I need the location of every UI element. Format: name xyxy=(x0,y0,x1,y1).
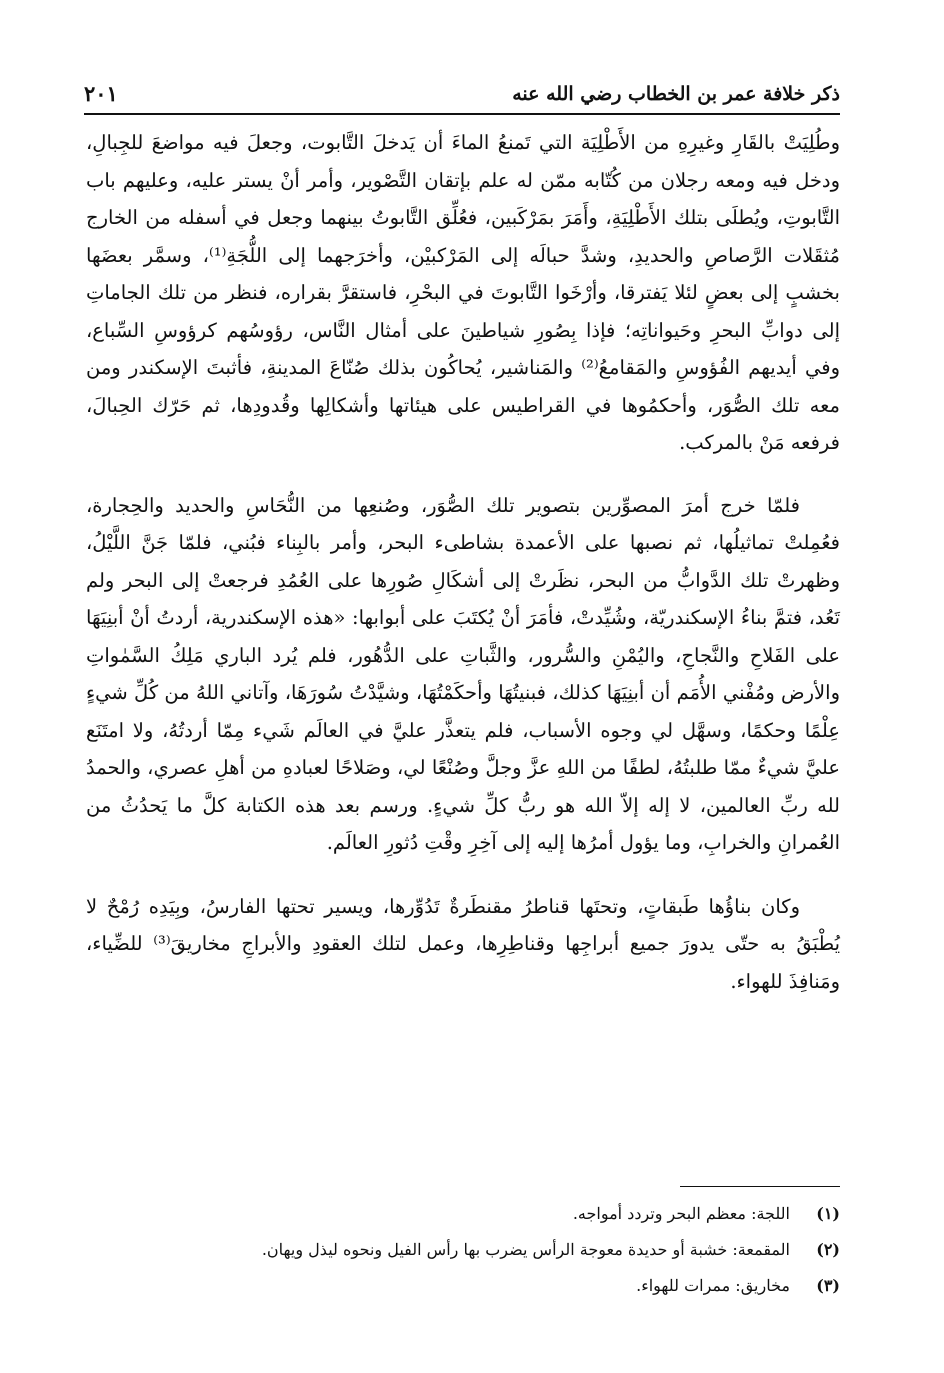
footnote-text: المقمعة: خشبة أو حديدة معوجة الرأس يضرب بها رأس الفيل ونحوه ليذل ويهان. xyxy=(261,1240,790,1259)
header-rule xyxy=(84,113,840,115)
footnote xyxy=(86,1268,840,1304)
footnote-number: (١) xyxy=(816,1204,840,1223)
footnote xyxy=(86,1232,840,1268)
paragraph-text: وطُلِيَتْ بالقَارِ وغيرِهِ من الأَطْلِيَة التي تَمنعُ الماءَ أن يَدخلَ التَّابوت، وجعلَ فيه مواضعَ للجِبالِ، ودخل فيه ومعه رجلان من كُتّابه ممّن له علم بإتقان التَّصْوير، وأمر أنْ يستر عليه، وعليهم باب التَّابوتِ، ويُطلَى بتلك الأَطْلِيَةِ، وأَمَرَ بمَرْكَبين، فعُلِّق التَّابوتُ بينهما وجعل في أسفله من الخارج مُثقَلات الرَّصاصِ والحديدِ، وشدَّ حبالَه إلى المَرْكبيْن، وأخرَجهما إلى اللُّجَةِ⁽¹⁾، وسمَّر بعضَها بخشبٍ إلى بعضٍ لئلا يَفترقا، وأرْخَوا التَّابوتَ في البحْرِ، فاستقرَّ بقراره، فنظر من تلك الجاماتِ إلى دوابِّ البحرِ وحَيواناتِه؛ فإذا بِصُورِ شياطينَ على أمثال النَّاس، رؤوسُهم كرؤوسِ السِّباع، وفي أيديهم الفُؤوسِ والمَقامعُ⁽²⁾ والمَناشير، يُحاكُون بذلك صُنّاعَ المدينةِ، فأثبتَ الإسكندر ومن معه تلك الصُّوَر، وأحكمُوها في القراطيس على هيئاتها وأشكالِها وقُدودِها، ثم حَرّك الحِبالَ، فرفعه مَنْ بالمركب. xyxy=(86,131,841,454)
body-text xyxy=(86,124,840,1000)
running-header xyxy=(84,70,840,114)
paragraph xyxy=(86,124,840,462)
running-title: ذكر خلافة عمر بن الخطاب رضي الله عنه xyxy=(512,83,840,105)
footnote-text: مخاريق: ممرات للهواء. xyxy=(636,1276,790,1295)
page-number: ٢٠١ xyxy=(84,81,118,106)
paragraph xyxy=(86,888,840,1001)
footnote xyxy=(86,1196,840,1232)
paragraph-text: فلمّا خرج أمرَ المصوِّرين بتصوير تلك الصُّوَر، وصُنعِها من النُّحَاسِ والحديد والحِجارة، فعُمِلتْ تماثيلُها، ثم نصبها على الأعمدة بشاطىء البحر، وأمر بالبِناء فبُني، فلمّا جَنَّ اللَّيْلُ، وظهرتْ تلك الدَّوابُّ من البحر، نظَرتْ إلى أشكَالِ صُورِها على العُمُدِ فرجعتْ إلى البحر ولم تَعُد، فتمَّ بناءُ الإسكندريّة، وشُيِّدتْ، فأمَرَ أنْ يُكتَبَ على أبوابها: «هذه الإسكندرية، أردتُ أنْ أبنِيَهَا على الفَلاحِ والنَّجاحِ، واليُمْنِ والسُّرور، والثَّباتِ على الدُّهُور، فلم يُرد الباري مَلِكُ السَّمٰواتِ والأرض ومُفْني الأُمَم أن أبنِيَهَا كذلك، فبنيتُهَا وأحكَمْتُهَا، وشيَّدْتُ سُورَهَا، وآتاني اللهُ من كُلِّ شيءٍ عِلْمًا وحكمًا، وسهَّل لي وجوه الأسباب، فلم يتعذَّر عليَّ في العالَم شَيء مِمّا أردتُهُ، ولا امتَنَع عليَّ شيءٌ ممّا طلبتُهُ، لطفًا من اللهِ عزَّ وجلَّ وصُنْعًا لي، وصَلاحًا لعبادهِ من أهلِ عصري، والحمدُ لله ربِّ العالمين، لا إله إلاّ الله هو ربُّ كلِّ شيءٍ. ورسم بعد هذه الكتابة كلَّ ما يَحدُثُ من العُمرانِ والخرابِ، وما يؤول أمرُها إليه إلى آخِرِ وقْتِ دُثورِ العالَم. xyxy=(86,493,840,854)
footnote-text: اللجة: معظم البحر وتردد أمواجه. xyxy=(572,1204,790,1223)
paragraph-text: وكان بناؤُها طَبقاتٍ، وتحتَها قناطرُ مقنطَرةٌ تَدُوِّرها، ويسير تحتها الفارسُ، وبِيَدِه رُمْحٌ لا يُطْبَقُ به حتّى يدورَ جميع أبراجِها وقناطِرِها، وعمل لتلك العقودِ والأبراجِ مخاريقَ⁽³⁾ للضِّياء، ومَنافِذَ للهواء. xyxy=(86,894,840,993)
footnotes xyxy=(86,1196,840,1304)
footnote-number: (٢) xyxy=(816,1240,840,1259)
footnote-number: (٣) xyxy=(816,1276,840,1295)
footnote-separator xyxy=(680,1186,840,1187)
paragraph xyxy=(86,487,840,862)
